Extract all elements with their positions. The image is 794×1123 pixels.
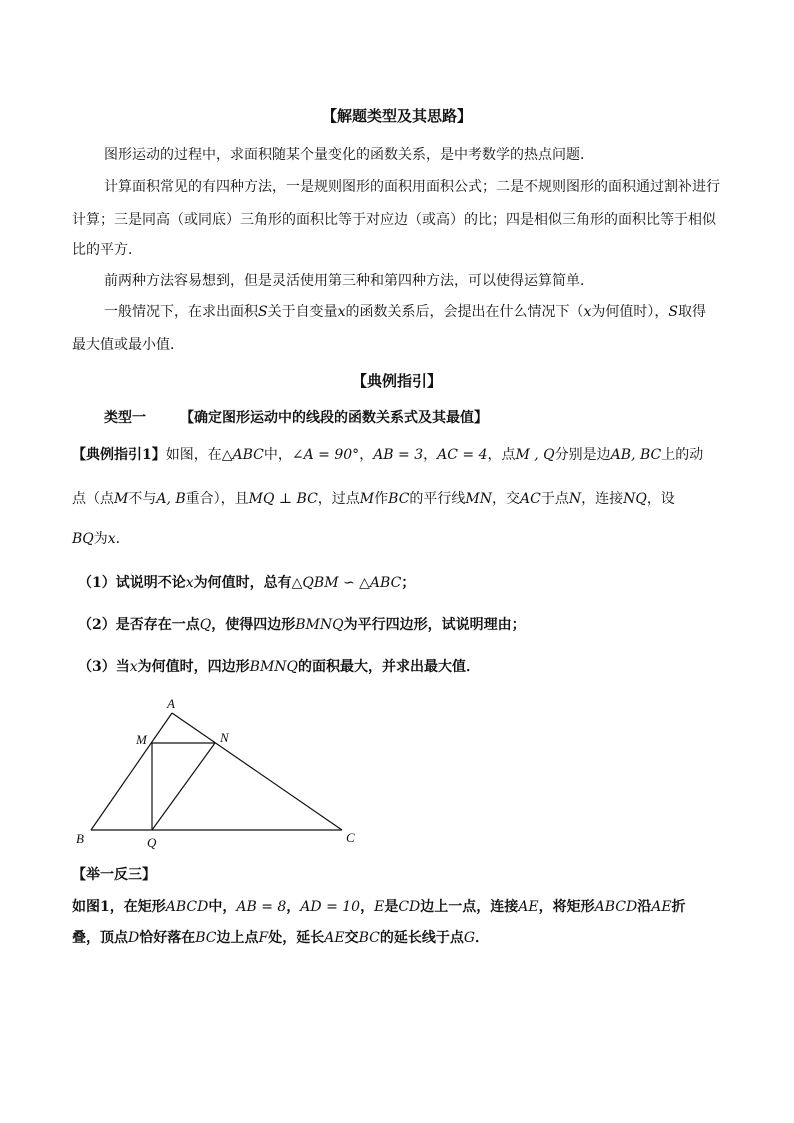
text-span: 于点 [540,491,569,507]
math-span: M , Q [515,447,555,463]
math-span: AB, BC [610,447,662,463]
intro-paragraph-4-line-2: 最大值或最小值． [72,337,184,353]
math-span: G [463,930,476,946]
text-span: ，交 [492,491,520,507]
text-span: ，将矩形 [538,899,595,915]
math-span: BQ [72,531,94,547]
text-span: 的延长线于点 [379,930,464,946]
math-span: D [128,930,140,946]
text-span: 作 [374,491,389,507]
text-span: 的平行线 [409,491,466,507]
math-span: ∠A = 90° [291,447,360,463]
math-span: AE [651,899,672,915]
text-span: 的面积最大，并求出最大值． [298,659,481,675]
label-Q: Q [147,835,157,850]
math-span: M [114,491,129,507]
math-span: E [374,899,385,915]
segment-NQ [152,743,215,830]
text-span: 关于自变量 [267,304,338,320]
intro-paragraph-2-line-3: 比的平方． [72,242,142,258]
math-span: BMNQ [249,659,299,675]
text-span: 分别是边 [554,447,611,463]
text-span: 恰好落在 [139,930,196,946]
math-span: AC [520,491,541,507]
math-span: MN [465,491,492,507]
text-span: 为何值时）， [591,304,669,320]
text-span: ，点 [487,447,516,463]
text-span: 边上一点，连接 [420,899,519,915]
math-span: AE [518,899,539,915]
math-span: x [129,659,138,675]
type-one-label: 类型一 [104,410,146,426]
text-span: 点（点 [72,491,114,507]
text-span: ， [286,899,301,915]
text-span: 上的动 [661,447,704,463]
math-span: x [107,531,116,547]
math-span: AB = 8 [236,899,287,915]
math-span: AE [324,930,345,946]
text-span: 一般情况下，在求出面积 [104,304,258,320]
text-span: ，设 [646,491,675,507]
type-one-title: 【确定图形运动中的线段的函数关系式及其最值】 [180,410,488,426]
text-span: 为何值时，四边形 [137,659,250,675]
example-tag: 【典例指引1】 [72,447,166,463]
label-A: A [167,696,175,711]
math-span: N [568,491,582,507]
math-span: AD = 10 [300,899,361,915]
variable-S: S [668,304,678,320]
text-span: 中， [208,899,237,915]
math-span: ABCD [594,899,638,915]
section-heading-solution-types: 【解题类型及其思路】 [321,107,472,125]
math-span: ABCD [165,899,209,915]
text-span: 处，延长 [268,930,325,946]
math-span: △QBM ∽ △ABC [291,575,402,591]
variable-S: S [258,304,268,320]
math-span: NQ [623,491,647,507]
math-span: BC [358,930,380,946]
math-span: CD [398,899,421,915]
label-C: C [346,830,355,845]
text-span: 取得 [678,304,706,320]
text-span: ． [475,930,490,946]
math-span: M [359,491,375,507]
segment-AC [172,713,342,830]
math-span: AB = 3 [373,447,424,463]
math-span: MQ ⊥ BC [248,491,318,507]
math-span: x [185,575,194,591]
practice-line-1 [72,898,686,916]
intro-paragraph-1: 图形运动的过程中，求面积随某个量变化的函数关系，是中考数学的热点问题． [104,147,594,163]
text-span: 不与 [128,491,157,507]
text-span: （3）当 [78,659,130,675]
text-span: ； [401,575,416,591]
text-span: 为平行四边形，试说明理由； [343,617,526,633]
text-span: （1）试说明不论 [78,575,186,591]
text-span: ， [423,447,438,463]
math-span: A, B [156,491,186,507]
text-span: ， [359,447,374,463]
text-span: 折 [671,899,686,915]
math-span: AC = 4 [437,447,488,463]
text-span: 交 [344,930,359,946]
text-span: 中， [263,447,292,463]
text-span: ． [115,531,130,547]
text-span: 叠，顶点 [72,930,128,946]
text-span: 如图，在 [165,447,222,463]
text-span: 如图1，在矩形 [72,899,166,915]
text-span: 重合），且 [185,491,249,507]
text-span: 为 [93,531,108,547]
label-B: B [76,831,84,846]
text-span: ， [360,899,375,915]
math-span: Q [199,617,212,633]
intro-paragraph-2-line-1: 计算面积常见的有四种方法，一是规则图形的面积用面积公式；二是不规则图形的面积通过割补进行 [104,179,720,195]
intro-paragraph-3: 前两种方法容易想到，但是灵活使用第三种和第四种方法，可以使得运算简单． [104,273,594,289]
practice-tag: 【举一反三】 [72,867,156,883]
text-span: 为何值时，总有 [193,575,292,591]
intro-paragraph-2-line-2: 计算；三是同高（或同底）三角形的面积比等于对应边（或高）的比；四是相似三角形的面积比等于相似 [72,212,716,228]
practice-line-2 [72,929,489,947]
label-M: M [136,732,147,747]
math-span: BC [388,491,410,507]
text-span: （2）是否存在一点 [78,617,200,633]
text-span: 的函数关系后，会提出在什么情况下（ [345,304,584,320]
variable-x: x [583,304,592,320]
text-span: 沿 [637,899,652,915]
text-span: 是 [384,899,399,915]
label-N: N [220,730,229,745]
text-span: ，使得四边形 [211,617,296,633]
math-span: △ABC [221,447,264,463]
text-span: ，连接 [581,491,624,507]
section-heading-examples: 【典例指引】 [351,372,442,390]
math-span: BC [195,930,217,946]
variable-x: x [337,304,346,320]
text-span: 边上点 [216,930,259,946]
math-span: F [258,930,269,946]
math-span: BMNQ [295,617,344,633]
text-span: ，过点 [317,491,360,507]
segment-AB [91,713,172,830]
